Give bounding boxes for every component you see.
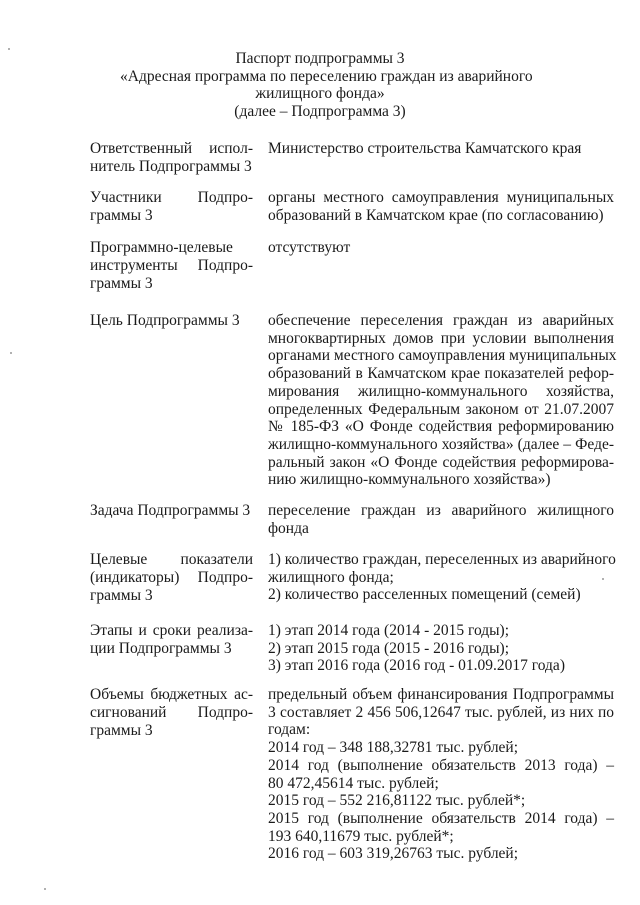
title-line: жилищного фонда» (255, 85, 385, 102)
label-line: Участники Подпро- (90, 189, 253, 206)
value-line: 2) количество расселенных помещений (семей) (268, 586, 581, 604)
title-line: (далее – Подпрограмма 3) (234, 102, 406, 120)
label-line: (индикаторы) Подпро- (90, 569, 253, 586)
row-label (90, 239, 253, 293)
value-line: 3) этап 2016 года (2016 год - 01.09.2017 года) (268, 657, 565, 675)
row-label (90, 140, 253, 176)
label-line: граммы 3 (90, 207, 153, 224)
row-value (268, 239, 614, 257)
label-line: Целевые показатели (90, 551, 253, 568)
label-line: граммы 3 (90, 587, 153, 604)
value-line: № 185-ФЗ «О Фонде содействия реформированию (268, 418, 614, 436)
passport-title (120, 50, 533, 120)
label-line: граммы 3 (90, 275, 153, 292)
value-line: образований в Камчатском крае (по согласованию) (268, 206, 604, 224)
value-line: жилищного фонда; (268, 568, 394, 586)
value-line: органами местного самоуправления муниципальных (268, 347, 617, 365)
value-line: определенных Федеральным законом от 21.07.2007 (268, 400, 614, 418)
row-label (90, 686, 253, 740)
value-line: 2016 год – 603 319,26763 тыс. рублей; (268, 845, 519, 863)
value-line: 193 640,11679 тыс. рублей*; (268, 827, 454, 845)
value-line: Министерство строительства Камчатского края (268, 140, 582, 157)
value-line: отсутствуют (268, 239, 351, 256)
value-line: 2) этап 2015 года (2015 - 2016 годы); (268, 639, 510, 657)
label-line: Задача Подпрограммы 3 (90, 502, 251, 519)
row-value (268, 622, 614, 675)
label-line: сигнований Подпро- (90, 704, 253, 721)
label-line: Этапы и сроки реализа- (90, 622, 253, 639)
value-line: 1) количество граждан, переселенных из аварийного (268, 551, 616, 568)
row-value (268, 312, 617, 489)
label-line: ции Подпрограммы 3 (90, 640, 232, 657)
label-line: граммы 3 (90, 722, 153, 739)
row-value (268, 189, 614, 224)
scan-speck (10, 352, 12, 354)
label-line: инструменты Подпро- (90, 257, 253, 274)
title-line: «Адресная программа по переселению граждан из аварийного (120, 67, 533, 85)
label-line: Ответственный испол- (90, 140, 253, 157)
value-line: ральный закон «О Фонде содействия реформирова- (268, 453, 614, 471)
row-value (268, 551, 614, 604)
value-line: 1) этап 2014 года (2014 - 2015 годы); (268, 622, 510, 639)
row-value (268, 140, 614, 158)
value-line: обеспечение переселения граждан из аварийных (268, 312, 614, 329)
value-line: жилищно-коммунального хозяйства» (далее – Феде- (268, 435, 614, 453)
scan-speck (44, 888, 46, 890)
label-line: Программно-целевые (90, 239, 233, 256)
value-line: годам: (268, 721, 311, 739)
value-line: предельный объем финансирования Подпрограммы (268, 686, 614, 703)
row-label (90, 622, 253, 658)
value-line: 2014 год – 348 188,32781 тыс. рублей; (268, 739, 519, 757)
value-line: 2014 год (выполнение обязательств 2013 года) – (268, 756, 614, 774)
value-line: нию жилищно-коммунального хозяйства») (268, 471, 551, 489)
value-line: переселение граждан из аварийного жилищного (268, 502, 614, 519)
row-label (90, 502, 253, 520)
value-line: мирования жилищно-коммунального хозяйства, (268, 382, 614, 400)
value-line: 2015 год – 552 216,81122 тыс. рублей*; (268, 792, 526, 810)
row-label (90, 551, 253, 605)
label-line: нитель Подпрограммы 3 (90, 158, 252, 175)
scan-speck (8, 48, 10, 50)
value-line: 3 составляет 2 456 506,12647 тыс. рублей, из них по (268, 703, 614, 721)
row-value (268, 686, 614, 863)
value-line: образований в Камчатском крае показателей рефор- (268, 365, 614, 383)
value-line: 80 472,45614 тыс. рублей; (268, 774, 439, 792)
value-line: фонда (268, 519, 309, 537)
title-line: Паспорт подпрограммы 3 (235, 50, 405, 67)
row-label (90, 312, 253, 330)
label-line: Объемы бюджетных ас- (90, 686, 253, 703)
row-label (90, 189, 253, 225)
value-line: 2015 год (выполнение обязательств 2014 года) – (268, 809, 614, 827)
row-value (268, 502, 614, 537)
value-line: многоквартирных домов при условии выполнения (268, 329, 614, 347)
value-line: органы местного самоуправления муниципальных (268, 189, 614, 206)
label-line: Цель Подпрограммы 3 (90, 312, 240, 329)
